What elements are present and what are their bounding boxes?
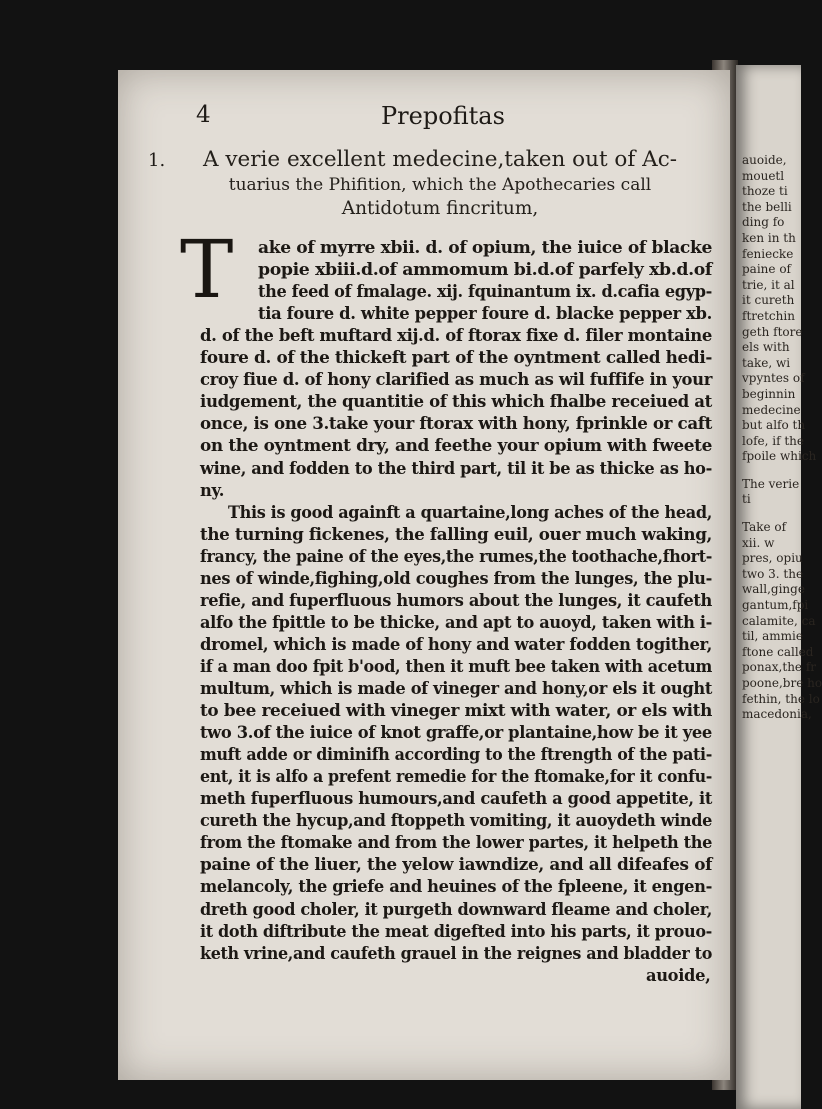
facing-line: vpyntes of [742, 371, 805, 386]
running-title: Prepofitas [381, 102, 505, 130]
text-line: ent, it is alfo a prefent remedie for the ftomake,for it confu- [200, 767, 713, 787]
text-line: the turning fickenes, the falling euil, ouer much waking, [200, 524, 712, 544]
facing-line: auoide, [742, 153, 787, 167]
facing-line: but alfo th [742, 418, 806, 433]
facing-line: take, wi [742, 355, 791, 370]
facing-line: trie, it al [742, 277, 795, 292]
text-line: croy fiue d. of hony clarified as much as wil fuffife in your [200, 370, 713, 390]
text-line: muft adde or diminifh according to the ftrength of the pati- [200, 745, 712, 765]
text-line: ake of myrre xbii. d. of opium, the iuice of blacke [258, 238, 712, 257]
facing-line: wall,ginge [742, 582, 805, 597]
facing-line: feniecke [742, 246, 794, 261]
facing-line: beginnin [742, 386, 796, 401]
facing-line: fethin, the lo [742, 691, 820, 706]
facing-line: fpoile which [742, 449, 817, 464]
caption-line-2: tuarius the Phifition, which the Apothecaries call [228, 175, 652, 195]
facing-line: poone,bre ho [742, 676, 822, 690]
text-line: dromel, which is made of hony and water fodden togither, [200, 634, 713, 654]
facing-line: geth ftore [742, 324, 803, 339]
text-line: dreth good choler, it purgeth downward fleame and choler, [200, 899, 712, 919]
facing-line: xii. w [742, 535, 775, 550]
text-line: francy, the paine of the eyes,the rumes,the toothache,fhort- [200, 546, 712, 566]
text-line: multum, which is made of vineger and hony,or els it ought [200, 679, 713, 698]
facing-line: ti [742, 492, 751, 507]
facing-gap [736, 508, 801, 520]
page-number: 4 [196, 102, 211, 128]
text-line: the feed of fmalage. xij. fquinantum ix. d.cafia egyp- [258, 282, 712, 302]
facing-line: thoze ti [742, 184, 788, 199]
text-line: d. of the beft muftard xij.d. of ftorax fixe d. filer montaine [200, 326, 713, 346]
text-line: melancoly, the griefe and heuines of the fpleene, it engen- [200, 877, 712, 897]
facing-line: paine of [742, 262, 791, 277]
entry-number: 1. [148, 150, 166, 171]
text-line: meth fuperfluous humours,and caufeth a good appetite, it [200, 789, 712, 809]
facing-line: calamite, ca [742, 613, 816, 628]
facing-line: ponax,the fr [742, 660, 817, 675]
text-line: This is good againft a quartaine,long aches of the head, [228, 502, 713, 522]
facing-line: ftone called [742, 644, 814, 659]
facing-line: til, ammie [742, 629, 803, 644]
facing-line: Take of [742, 520, 787, 535]
text-line: keth vrine,and caufeth grauel in the reignes and bladder to [200, 943, 713, 963]
caption-line-1: A verie excellent medecine,taken out of Ac- [203, 147, 677, 172]
facing-line: lofe, if the [742, 433, 804, 448]
facing-line: els with [742, 340, 790, 355]
facing-line: gantum,fpi [742, 598, 809, 613]
text-line: nes of winde,fighing,old coughes from the lunges, the plu- [200, 568, 712, 588]
text-line: alfo the fpittle to be thicke, and apt to auoyd, taken with i- [200, 612, 713, 632]
facing-page-edge [736, 65, 822, 1109]
facing-line: pres, opiu [742, 551, 803, 566]
facing-line: The verie [742, 476, 800, 491]
text-line: refie, and fuperfluous humors about the lunges, it caufeth [200, 590, 713, 610]
facing-line: the belli [742, 199, 792, 214]
text-line: tia foure d. white pepper foure d. blacke pepper xb. [258, 304, 713, 324]
facing-gap [736, 465, 801, 477]
text-line: popie xbiii.d.of ammomum bi.d.of parfely xb.d.of [258, 260, 712, 280]
text-line: once, is one 3.take your ftorax with hony, fprinkle or caft [200, 414, 712, 434]
text-line: cureth the hycup,and ftoppeth vomiting, it auoydeth winde [200, 811, 713, 831]
text-line: foure d. of the thickeft part of the oyntment called hedi- [200, 348, 713, 368]
text-line: paine of the liuer, the yelow iawndize, and all difeafes of [200, 855, 712, 875]
text-line: from the ftomake and from the lower partes, it helpeth the [200, 833, 713, 853]
facing-line: macedonia, [742, 707, 812, 722]
text-line: iudgement, the quantitie of this which fhalbe receiued at [200, 392, 712, 412]
text-line: auoide, [646, 965, 711, 985]
text-line: if a man doo fpit b'ood, then it muft bee taken with acetum [200, 656, 712, 676]
text-line: to bee receiued with vineger mixt with water, or els with [200, 701, 712, 721]
recipe-caption [160, 146, 720, 222]
facing-line: mouetl [742, 168, 785, 183]
drop-cap-initial: T [180, 223, 234, 316]
facing-line: ding fo [742, 215, 785, 230]
facing-line: two 3. the [742, 566, 804, 581]
text-line: ny. [200, 480, 225, 500]
text-line: on the oyntment dry, and feethe your opium with fweete [200, 436, 712, 456]
text-line: it doth diftribute the meat digefted into his parts, it prouo- [200, 921, 713, 941]
caption-line-3: Antidotum fincritum, [341, 198, 539, 219]
facing-line: ftretchin [742, 308, 795, 323]
facing-line: it cureth [742, 293, 795, 308]
text-line: wine, and fodden to the third part, til it be as thicke as ho- [200, 458, 712, 478]
text-line: two 3.of the iuice of knot graffe,or plantaine,how be it yee [200, 723, 712, 743]
facing-line: ken in th [742, 230, 796, 245]
facing-line: medecine [742, 402, 801, 417]
